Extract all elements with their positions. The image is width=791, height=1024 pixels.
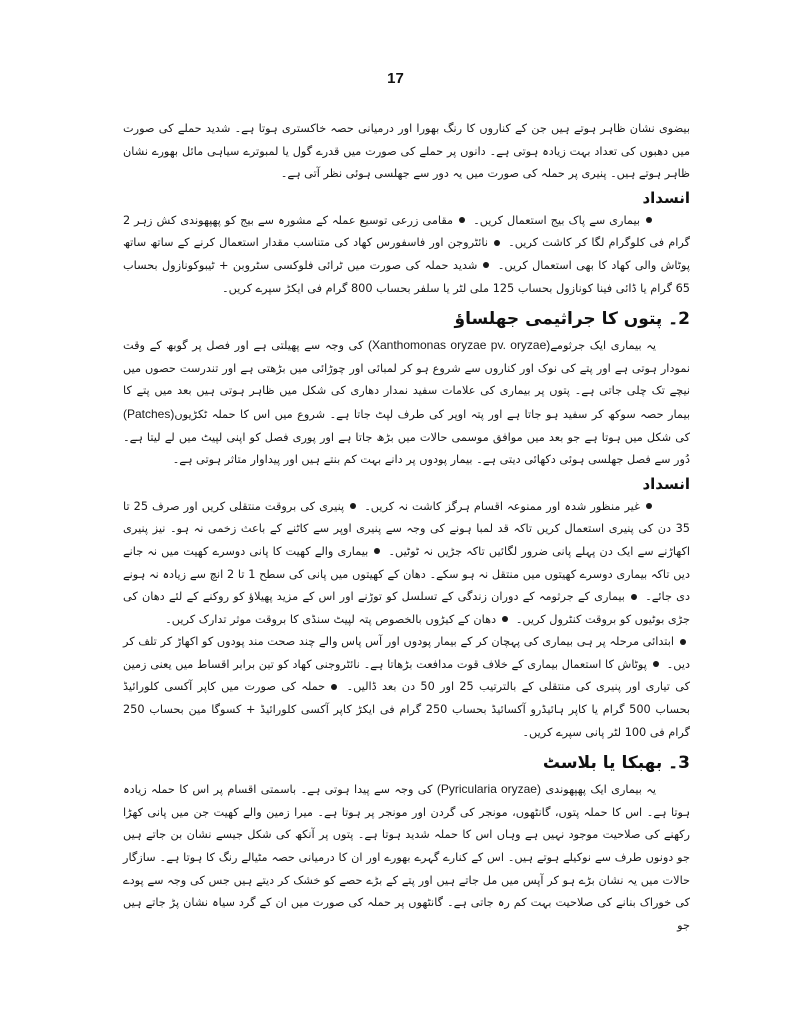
section-3-heading: 3۔ بھبکا یا بلاسٹ [542, 753, 690, 774]
control-1-item: شدید حملہ کی صورت میں ٹرائی فلوکسی سٹروبن + ٹیبوکونازول بحساب 65 گرام یا ڈائی فینا کونازول بحساب 125 ملی لٹر یا سلفر بحساب 800 گرام فی ایکڑ سپرے کریں۔ [123, 258, 690, 295]
control-2-item: ابتدائی مرحلہ پر ہی بیماری کی پہچان کر کے بیمار پودوں اور آس پاس والے چند صحت مند پودوں کو اکھاڑ کر تلف کر دیں۔ [123, 635, 690, 671]
bullet-icon [631, 594, 637, 600]
intro-paragraph: بیضوی نشان ظاہر ہوتے ہیں جن کے کناروں کا رنگ بھورا اور درمیانی حصہ خاکستری ہوتا ہے۔ شدید حملے کی صورت میں دھبوں کی تعداد بہت زیادہ ہوتی ہے۔ دانوں پر حملے کی صورت میں قدرے گول یا لمبوترے سیاہی مائل بھورے نشان ظاہر ہوتے ہیں۔ پنیری پر حملہ کی صورت میں یہ دور سے جھلسی ہوئی نظر آتی ہے۔ [123, 122, 690, 181]
section-3-text-end: کی وجہ سے پیدا ہوتی ہے۔ باسمتی اقسام پر اس کا حملہ زیادہ ہوتا ہے۔ اس کا حملہ پتوں، گانٹھوں، مونجر کی گردن اور مونجر پر ہوتا ہے۔ میرا زمین والے کھیت جن میں پانی کھڑا رکھنے کی صلاحیت موجود نہیں ہے وہاں اس کا حملہ شدید ہوتا ہے۔ پتوں پر آنکھ کی شکل جیسے نشان بن جاتے ہیں جو دونوں طرف سے نوکیلے ہوتے ہیں۔ اس کے کنارے گہرے بھورے اور ان کا درمیانی حصہ مٹیالے رنگ کا ہوتا ہے۔ سازگار حالات میں یہ نشان بڑے ہو کر آپس میں مل جاتے ہیں اور پتے کے بڑے حصے کو خشک کر دیتے ہیں جس کی وجہ سے پودے کی خوراک بنانے کی صلاحیت بہت کم رہ جاتی ہے۔ گانٹھوں پر حملہ کی صورت میں ان کے گرد سیاہ نشان پڑ جاتے ہیں جو [123, 783, 690, 932]
bullet-icon [350, 503, 356, 509]
patches-term: (Patches) [123, 406, 175, 421]
page-number: 17 [387, 70, 404, 87]
control-1-paragraph [123, 210, 690, 300]
bullet-icon [653, 661, 659, 667]
section-2-paragraph [123, 334, 690, 472]
control-2-paragraph-a [123, 496, 690, 632]
section-2-text-end: کی شکل میں ہوتا ہے جو بعد میں موافق موسمی حالات میں بڑھ جاتا ہے اور پوری فصل کو اپنی لپیٹ میں لے لیتا ہے۔ دُور سے فصل جھلسی ہوئی دکھائی دیتی ہے۔ بیمار پودوں پر دانے بہت کم بنتے ہیں اور پیداوار متاثر ہوتی ہے۔ [123, 430, 690, 467]
bullet-icon [502, 616, 508, 622]
scientific-name-xanthomonas: (Xanthomonas oryzae pv. oryzae) [367, 338, 551, 353]
section-2-text-mid: کی وجہ سے پھیلتی ہے اور فصل پر گوبھ کے وقت نمودار ہوتی ہے اور پتے کی نوک اور کناروں سے شروع ہو کر لمبائی اور چوڑائی میں بڑھتی ہے اور تندرست حصوں میں نیچے تک چلی جاتی ہے۔ پتوں پر بیماری کی علامات سفید نمدار دھاری کی شکل میں ظاہر ہوتی ہیں بعد میں پتے کا بیمار حصہ سوکھ کر سفید ہو جاتا ہے اور پتہ اوپر کی طرف لپٹ جاتا ہے۔ شروع میں اس کا حملہ ٹکڑیوں [123, 339, 690, 421]
control-1-item: نائٹروجن اور فاسفورس کھاد کی متناسب مقدار استعمال کرنے کے ساتھ ساتھ پوٹاش والی کھاد کا بھی استعمال کریں۔ [123, 236, 690, 272]
scientific-name-pyricularia: (Pyricularia oryzae) [436, 782, 541, 797]
control-heading-2: انسداد [642, 474, 690, 493]
bullet-icon [331, 684, 337, 690]
section-3-text-start: یہ بیماری ایک پھپھوندی [545, 783, 657, 797]
control-2-item: بیماری کے جرثومہ کے دوران زندگی کے تسلسل کو توڑنے اور اس کے مزید پھیلاؤ کو روکنے کے لئے دھان کی جڑی بوٹیوں کو بروقت کنٹرول کریں۔ [123, 590, 690, 626]
control-1-item: مقامی زرعی توسیع عملہ کے مشورہ سے بیج کو پھپھوندی کش زہر 2 گرام فی کلوگرام لگا کر کاشت کریں۔ [123, 213, 690, 250]
control-1-item: بیماری سے پاک بیج استعمال کریں۔ [473, 213, 641, 227]
document-body [123, 118, 690, 937]
control-2-item: بیماری والے کھیت کا پانی دوسرے کھیت میں نہ جانے دیں تاکہ بیماری دوسرے کھیتوں میں منتقل نہ ہو سکے۔ دھان کے کھیتوں میں پانی کی سطح 1 تا 2 انچ سے زیادہ نہ ہونے دی جائے۔ [123, 544, 690, 604]
bullet-icon [459, 217, 465, 223]
control-2-item: غیر منظور شدہ اور ممنوعہ اقسام ہرگز کاشت نہ کریں۔ [364, 499, 640, 513]
bullet-icon [494, 240, 500, 246]
bullet-icon [483, 262, 489, 268]
bullet-icon [646, 503, 652, 509]
control-2-item: پوٹاش کا استعمال بیماری کے خلاف قوت مدافعت بڑھاتا ہے۔ نائٹروجنی کھاد کو تین برابر اقساط میں یعنی زمین کی تیاری اور پنیری کی منتقلی کے بالترتیب 25 اور 50 دن بعد ڈالیں۔ [123, 657, 691, 694]
control-2-item: دھان کے کیڑوں بالخصوص پتہ لپیٹ سنڈی کا بروقت موثر تدارک کریں۔ [165, 612, 497, 626]
control-2-item: پنیری کی بروقت منتقلی کریں اور صرف 25 تا 35 دن کی پنیری استعمال کریں تاکہ قد لمبا ہونے کی وجہ سے پنیری اوپر سے کاٹنے کے باعث زخمی نہ ہو۔ نیز پنیری اکھاڑنے سے ایک دن پہلے پانی ضرور لگائیں تاکہ جڑیں نہ ٹوٹیں۔ [123, 499, 691, 558]
section-2-text-start: یہ بیماری ایک جرثومے [550, 339, 656, 353]
bullet-icon [374, 548, 380, 554]
control-heading-1: انسداد [642, 188, 690, 207]
section-2-heading: 2۔ پتوں کا جراثیمی جھلساؤ [454, 309, 690, 330]
bullet-icon [646, 217, 652, 223]
control-2-item: حملہ کی صورت میں کاپر آکسی کلورائیڈ بحساب 500 گرام یا کاپر ہائیڈرو آکسائیڈ بحساب 250 گرام فی ایکڑ کاپر آکسی کلورائیڈ + کسوگا مین بحساب 250 گرام فی 100 لٹر پانی سپرے کریں۔ [123, 680, 691, 739]
bullet-icon [680, 639, 686, 645]
section-3-paragraph [123, 778, 690, 937]
control-2-paragraph-b [123, 631, 690, 744]
